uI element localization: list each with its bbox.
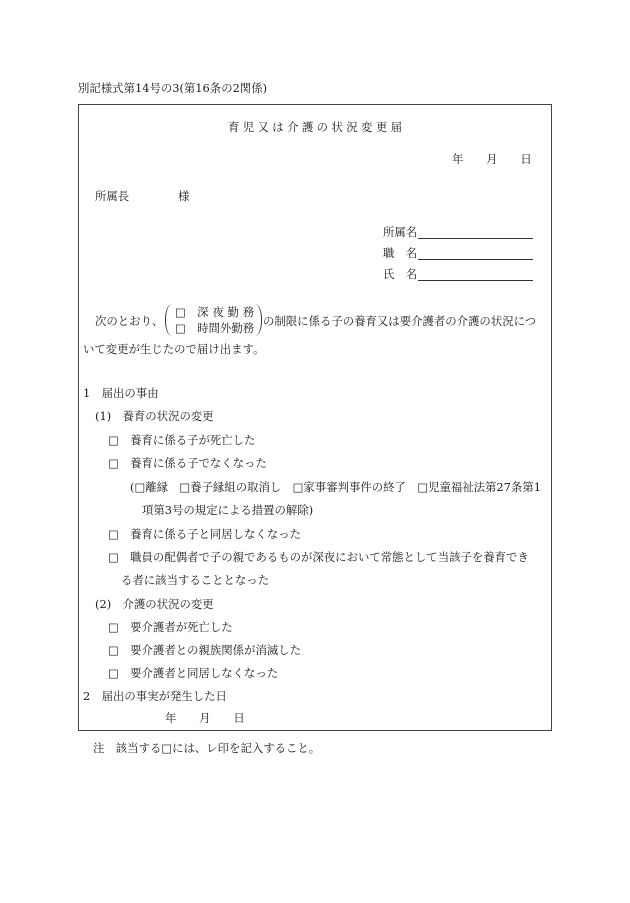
footnote: 注 該当する□には、レ印を記入すること。 xyxy=(93,741,321,755)
list-item: □ 要介護者との親族関係が消滅した xyxy=(108,643,302,657)
section1-heading: 1 届出の事由 xyxy=(83,386,159,400)
option-late-night xyxy=(175,305,258,319)
list-item: □ 要介護者と同居しなくなった xyxy=(108,666,279,680)
option-label: 時間外勤務 xyxy=(197,321,255,335)
addressee-label: 所属長 xyxy=(95,189,130,203)
list-item: □ 養育に係る子でなくなった xyxy=(108,456,267,470)
position-field-line xyxy=(418,259,533,260)
sub2-heading: (2) 介護の状況の変更 xyxy=(95,597,214,611)
affiliation-label: 所属名 xyxy=(383,225,418,239)
occurrence-date: 年 月 日 xyxy=(165,711,245,725)
option-overtime xyxy=(175,321,254,335)
list-item: □ 養育に係る子と同居しなくなった xyxy=(108,527,302,541)
form-number: 別記様式第14号の3(第16条の2関係) xyxy=(78,81,268,95)
submission-date: 年 月 日 xyxy=(452,152,532,166)
statement-prefix: 次のとおり、 xyxy=(95,314,164,328)
position-label: 職 名 xyxy=(383,246,418,260)
item-detail-line: (□離縁 □養子縁組の取消し □家事審判事件の終了 □児童福祉法第27条第1 xyxy=(130,480,541,494)
list-item: □ 養育に係る子が死亡した xyxy=(108,433,256,447)
list-item: □ 要介護者が死亡した xyxy=(108,620,233,634)
section2-heading: 2 届出の事実が発生した日 xyxy=(83,689,227,703)
checkbox-icon: □ xyxy=(175,305,186,319)
option-label: 深夜勤務 xyxy=(197,305,258,319)
statement-line1: の制限に係る子の養育又は要介護者の介護の状況につ xyxy=(263,314,537,328)
item-continuation: る者に該当することとなった xyxy=(121,573,270,587)
list-item: □ 職員の配偶者で子の親であるものが深夜において常態として当該子を養育でき xyxy=(108,550,529,564)
name-field-line xyxy=(418,280,533,281)
item-detail-line: 項第3号の規定による措置の解除) xyxy=(142,503,314,517)
sub1-heading: (1) 養育の状況の変更 xyxy=(95,409,214,423)
affiliation-field-line xyxy=(418,238,533,239)
checkbox-icon: □ xyxy=(175,321,186,335)
statement-line2: いて変更が生じたので届け出ます。 xyxy=(83,342,265,356)
form-title: 育児又は介護の状況変更届 xyxy=(227,120,406,134)
addressee-honorific: 様 xyxy=(178,189,190,203)
name-label: 氏 名 xyxy=(383,267,418,281)
